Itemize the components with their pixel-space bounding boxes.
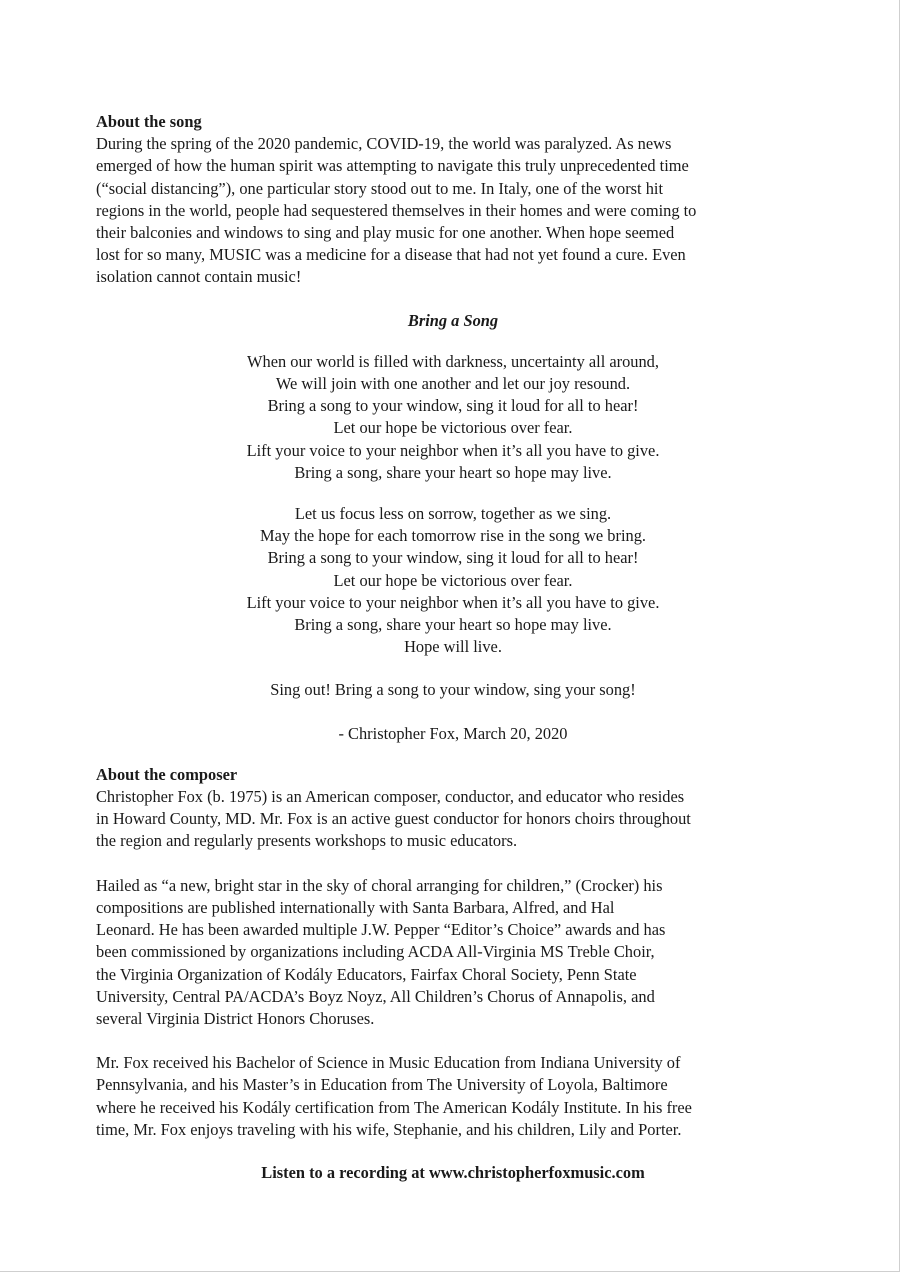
composer-paragraph-1: [96, 786, 816, 853]
composer-paragraph-3: [96, 1052, 816, 1141]
paragraph-line: Hailed as “a new, bright star in the sky of choral arranging for children,” (Crocker) his: [96, 875, 663, 895]
lyric-line: Hope will live.: [404, 637, 502, 657]
paragraph-line: Leonard. He has been awarded multiple J.W. Pepper “Editor’s Choice” awards and has: [96, 920, 666, 940]
paragraph-line: their balconies and windows to sing and play music for one another. When hope seemed: [96, 223, 675, 243]
verse-1: [96, 351, 816, 484]
lyric-line: We will join with one another and let our joy resound.: [275, 374, 631, 394]
composer-paragraph-2: [96, 875, 816, 1030]
about-composer-heading: About the composer: [96, 764, 238, 784]
paragraph-line: in Howard County, MD. Mr. Fox is an active guest conductor for honors choirs throughout: [96, 809, 691, 829]
paragraph-line: several Virginia District Honors Choruses.: [96, 1008, 375, 1028]
lyric-line: Bring a song to your window, sing it loud for all to hear!: [267, 396, 639, 416]
listen-recording-link[interactable]: Listen to a recording at www.christopherfoxmusic.com: [261, 1162, 645, 1182]
verse-2: [96, 503, 816, 658]
song-signature: - Christopher Fox, March 20, 2020: [338, 723, 568, 743]
paragraph-line: been commissioned by organizations including ACDA All-Virginia MS Treble Choir,: [96, 942, 655, 962]
lyric-line: May the hope for each tomorrow rise in the song we bring.: [260, 526, 646, 546]
paragraph-line: (“social distancing”), one particular story stood out to me. In Italy, one of the worst hit: [96, 178, 663, 198]
paragraph-line: emerged of how the human spirit was attempting to navigate this truly unprecedented time: [96, 156, 689, 176]
paragraph-line: the Virginia Organization of Kodály Educators, Fairfax Choral Society, Penn State: [96, 964, 637, 984]
lyric-line: Bring a song, share your heart so hope may live.: [294, 462, 612, 482]
about-song-paragraph: [96, 133, 816, 288]
paragraph-line: During the spring of the 2020 pandemic, COVID-19, the world was paralyzed. As news: [96, 134, 672, 154]
paragraph-line: compositions are published internationally with Santa Barbara, Alfred, and Hal: [96, 897, 615, 917]
song-closing-line: Sing out! Bring a song to your window, sing your song!: [270, 680, 636, 700]
paragraph-line: time, Mr. Fox enjoys traveling with his wife, Stephanie, and his children, Lily and Porter.: [96, 1119, 682, 1139]
paragraph-line: Mr. Fox received his Bachelor of Science in Music Education from Indiana University of: [96, 1053, 681, 1073]
about-song-heading: About the song: [96, 112, 202, 131]
lyric-line: Lift your voice to your neighbor when it’s all you have to give.: [246, 440, 660, 460]
paragraph-line: University, Central PA/ACDA’s Boyz Noyz, All Children’s Chorus of Annapolis, and: [96, 986, 655, 1006]
lyric-line: Let our hope be victorious over fear.: [333, 418, 573, 438]
lyric-line: Bring a song to your window, sing it loud for all to hear!: [267, 548, 639, 568]
lyric-line: When our world is filled with darkness, uncertainty all around,: [247, 351, 659, 371]
paragraph-line: Christopher Fox (b. 1975) is an American composer, conductor, and educator who resides: [96, 787, 685, 807]
paragraph-line: the region and regularly presents workshops to music educators.: [96, 831, 518, 851]
lyric-line: Let us focus less on sorrow, together as we sing.: [294, 504, 612, 524]
lyric-line: Bring a song, share your heart so hope may live.: [294, 615, 612, 635]
page-content: [96, 111, 816, 1184]
lyric-line: Let our hope be victorious over fear.: [333, 570, 573, 590]
lyric-line: Lift your voice to your neighbor when it’s all you have to give.: [246, 592, 660, 612]
paragraph-line: Pennsylvania, and his Master’s in Education from The University of Loyola, Baltimore: [96, 1075, 668, 1095]
paragraph-line: where he received his Kodály certification from The American Kodály Institute. In his free: [96, 1097, 692, 1117]
paragraph-line: isolation cannot contain music!: [96, 267, 302, 287]
song-title: Bring a Song: [407, 310, 499, 330]
paragraph-line: lost for so many, MUSIC was a medicine for a disease that had not yet found a cure. Even: [96, 245, 686, 265]
paragraph-line: regions in the world, people had sequestered themselves in their homes and were coming to: [96, 200, 697, 220]
